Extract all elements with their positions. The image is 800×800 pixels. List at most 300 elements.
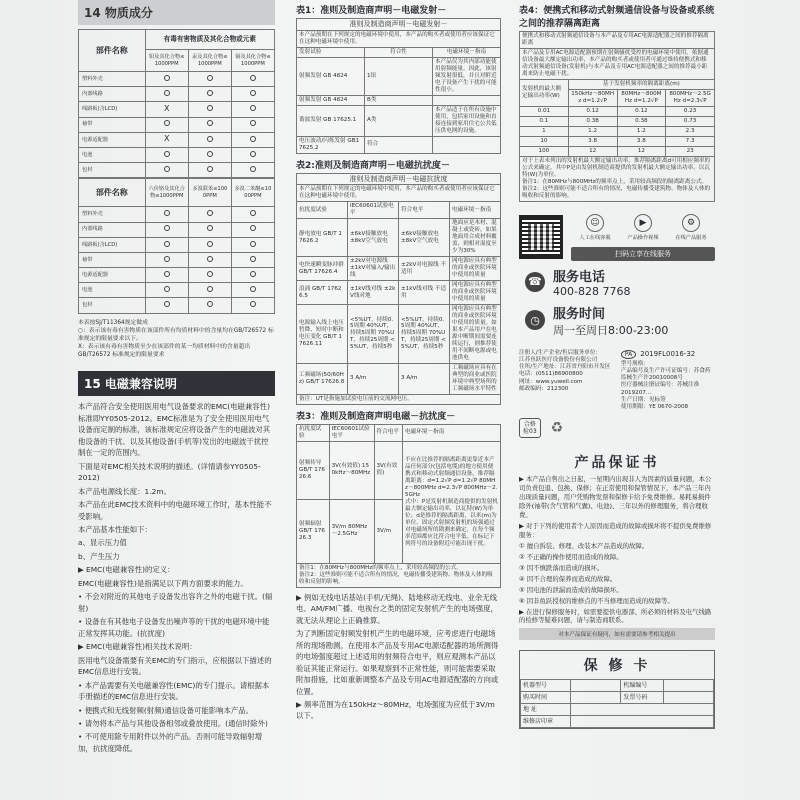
emission-table bbox=[296, 18, 501, 154]
t2-col: 符合电平 bbox=[399, 202, 450, 219]
service-icons bbox=[571, 214, 715, 241]
rf-immunity-table bbox=[296, 424, 501, 588]
clock-icon: ◷ bbox=[525, 310, 545, 330]
warranty-line: ▶ 本产品自售出之日起，一星期内出现非人为因素的质量问题，本公司负责包退、包换、保修；在正常使用和保管情况下，本产品三年内出现质量问题，用户凭购物发票和保修卡给予免费维修。易耗易损件除外(袖带(含气管和气囊)、电池)、三年以外的修理服务，将合理收费。 bbox=[519, 474, 712, 519]
table-cell: ±6kV接触放电 ±8kV空气放电 bbox=[399, 219, 450, 257]
circle-mark-icon bbox=[164, 166, 170, 172]
card-field-date[interactable] bbox=[571, 692, 621, 704]
part-name: 袖带 bbox=[79, 117, 146, 132]
t3-note1: 备注1：在80MHz与800MHz的频率点上，采用较高频段的公式。 bbox=[299, 564, 462, 571]
table-cell: 100 bbox=[520, 146, 569, 156]
table-cell bbox=[433, 136, 501, 153]
substance-mark bbox=[188, 72, 231, 87]
table-row bbox=[297, 95, 501, 105]
t4-n3: 备注2：这些准则可能不适合所有的情况，电磁传播受建筑物、物体及人体的吸收和反射的影响。 bbox=[522, 185, 711, 199]
substance-row bbox=[79, 268, 275, 283]
t3-col: IEC60601试验电平 bbox=[329, 424, 374, 441]
t4-notes bbox=[520, 156, 715, 201]
table-cell: <5%UT，持续0.5周期 40%UT，持续5周期 70%UT，持续25周期 <5%UT，持续5秒 bbox=[348, 305, 399, 364]
substance-row bbox=[79, 132, 275, 147]
circle-mark-icon bbox=[250, 286, 256, 292]
table-cell: 本产品仅为其内部功能使用射频能量。因此，该射频发射很低，并且对附近电子设备产生干扰的可能性很小。 bbox=[433, 57, 501, 95]
circle-mark-icon bbox=[207, 90, 213, 96]
corp-line: 邮政编码：212300 bbox=[519, 386, 569, 393]
card-field-serial[interactable] bbox=[663, 680, 713, 692]
table-cell: <5%UT，持续0.5周期 40%UT，持续5周期 70%UT，持续25周期 <5%UT，持续5秒 bbox=[399, 305, 450, 364]
circle-mark-icon bbox=[250, 166, 256, 172]
t4-col: 80MHz～800MHz d=1.2√P bbox=[617, 89, 666, 106]
pa-mark: PA bbox=[621, 350, 636, 359]
t3-col: 电磁环境－指南 bbox=[403, 424, 501, 441]
service-block bbox=[519, 214, 715, 261]
t3-guide bbox=[403, 441, 501, 563]
circle-mark-icon bbox=[164, 256, 170, 262]
t3-notes bbox=[297, 563, 501, 587]
service-time-label: 服务时间 bbox=[553, 306, 606, 322]
table1-title: 表1：准则及制造商声明－电磁发射－ bbox=[296, 6, 447, 16]
circle-mark-icon bbox=[207, 166, 213, 172]
table-cell: 工频磁场(50/60Hz) GB/T 17626.8 bbox=[297, 363, 348, 394]
qr-code[interactable] bbox=[519, 215, 563, 259]
emc-p4: 本产品在此EMC技术资料中的电磁环境工作时，基本性能不受影响。 bbox=[78, 500, 272, 521]
table-cell: ±1kV线对线 ±2kV线对地 bbox=[348, 281, 399, 305]
t4-mid: 基于发射机频率的隔离距离(m) bbox=[568, 79, 714, 89]
emc-p2: 下面是对EMC相关技术说明的描述。(详情请参YY0505-2012) bbox=[78, 461, 261, 483]
substance-row bbox=[79, 102, 275, 117]
left-column bbox=[78, 0, 275, 800]
table-cell: 电快速瞬变脉冲群 GB/T 17626.4 bbox=[297, 257, 348, 281]
substance-mark bbox=[188, 147, 231, 162]
warranty-line: ① 擅自拆装、修理、改装本产品造成的故障。 bbox=[519, 541, 649, 550]
part-name: 电池 bbox=[79, 147, 146, 162]
corp-line: 注册人/生产企业/售后服务单位： bbox=[519, 349, 602, 356]
table-cell: 本产品适于在所有设施中使用，包括家用设施和直接连接到家用住宅公共低压供电网的设施。 bbox=[433, 105, 501, 136]
icon3-label: 在线产品服务 bbox=[675, 234, 707, 241]
circle-mark-icon bbox=[250, 151, 256, 157]
corp-lines bbox=[519, 350, 621, 412]
substance-mark bbox=[188, 87, 231, 102]
t3-col: 符合电平 bbox=[374, 424, 403, 441]
table-row bbox=[297, 305, 501, 364]
warranty-line: ③ 因不慎跌落而造成的损坏。 bbox=[519, 563, 604, 572]
substance-mark bbox=[188, 163, 231, 178]
circle-mark-icon bbox=[207, 256, 213, 262]
emc-p5: 本产品基本性能如下： bbox=[78, 524, 152, 534]
substance-row bbox=[79, 237, 275, 252]
circle-mark-icon bbox=[250, 301, 256, 307]
card-label: 机编编号 bbox=[621, 680, 663, 692]
t4-text: 本产品及专用AC电源适配器预期在射频骚扰受控的电磁环境中使用。依据通信设备最大额定输出功率，本产品的购买者或使用者可通过维持便携式和移动式射频通信设备(发射机)与本产品及专用AC电源适配器之间的推荐最小距离来防止电磁干扰。 bbox=[520, 48, 715, 79]
substance-mark bbox=[231, 252, 274, 267]
table-row bbox=[297, 281, 501, 305]
table-cell: 0.1 bbox=[520, 116, 569, 126]
substance-mark bbox=[231, 298, 274, 313]
warranty-line: ⑤ 因电池的泄漏而造成的故障损坏。 bbox=[519, 585, 623, 594]
substance-mark bbox=[188, 268, 231, 283]
note-title: 本表按SJ/T11364规定做成 bbox=[78, 319, 148, 326]
sub2-col-2: 多溴联苯≤1000PPM bbox=[188, 179, 231, 207]
table-cell: 0.12 bbox=[568, 106, 617, 116]
substance-mark bbox=[231, 147, 274, 162]
emc-p13: 医用电气设备需要有关EMC的专门指示，应根据以下描述的EMC信息进行安装。 bbox=[78, 655, 272, 677]
substance-mark bbox=[188, 132, 231, 147]
distance-table bbox=[519, 31, 715, 202]
table-cell: 网电源应具有典型的商业或医院环境中使用的质量 bbox=[450, 257, 501, 281]
circle-mark-icon bbox=[250, 105, 256, 111]
card-label: 发票号码 bbox=[621, 692, 663, 704]
service-phone-number[interactable]: 400-828 7768 bbox=[553, 284, 631, 298]
part-name: 内部线路 bbox=[79, 222, 146, 237]
table-cell: 0.73 bbox=[666, 116, 715, 126]
substance-mark bbox=[188, 117, 231, 132]
emc-p3: 本产品电源线长度：1.2m。 bbox=[78, 486, 171, 496]
table-row bbox=[297, 363, 501, 394]
right-column bbox=[519, 0, 715, 800]
meta-value: 见标签 bbox=[648, 397, 666, 404]
t4-intro: 便携式和移动式射频通信设备与本产品及专用AC电源适配器之间的推荐隔离距离 bbox=[520, 32, 715, 49]
emc-p14: • 本产品需要有关电磁兼容性(EMC)的专门提示。请根据本手册描述的EMC信息进行安装。 bbox=[78, 680, 270, 702]
part-name: 电源适配器 bbox=[79, 268, 146, 283]
circle-mark-icon bbox=[207, 120, 213, 126]
emc-p1: 本产品符合安全使用医用电气设备要求的EMC(电磁兼容性)标准即YY0505-2012。EMC标准是为了安全使用医用电气设备而定制的标准，该标准规定应将设备产生的电磁波对其他设备的干扰、以及其他设备(手机等)发出的电磁波干扰控制在一定的范围内。 bbox=[78, 402, 271, 458]
substance-mark bbox=[145, 147, 188, 162]
t2-note: 备注：UT是指施加试验电压前的交流网电压。 bbox=[297, 394, 501, 404]
t4-col: 发射机的最大额定输出功率(W) bbox=[520, 79, 569, 106]
table-cell: 射频发射 GB 4824 bbox=[297, 95, 365, 105]
corp-line: 江苏鱼跃医疗设备股份有限公司 bbox=[519, 356, 598, 363]
card-label: 地 址 bbox=[521, 704, 571, 716]
emc-p15: • 便携式和无线射频(射频)通信设备可能影响本产品。 bbox=[78, 705, 254, 715]
substance-table-2 bbox=[78, 178, 275, 313]
emc-p9: EMC(电磁兼容性)是指满足以下两方面要求的能力。 bbox=[78, 578, 248, 588]
substance-mark bbox=[231, 117, 274, 132]
substance-row bbox=[79, 252, 275, 267]
circle-mark-icon bbox=[207, 75, 213, 81]
meta-label: 医疗器械注册证编号： bbox=[620, 382, 677, 389]
t3-cell: 3V/m bbox=[374, 499, 403, 563]
substance-mark bbox=[231, 207, 274, 222]
substance-row bbox=[79, 207, 275, 222]
circle-mark-icon bbox=[250, 136, 256, 142]
substance-mark bbox=[231, 237, 274, 252]
table-cell: 谐波发射 GB 17625.1 bbox=[297, 105, 365, 136]
table-cell: 0.38 bbox=[617, 116, 666, 126]
substance-mark bbox=[231, 283, 274, 298]
gear-icon: ⚙ bbox=[682, 214, 700, 232]
substance-notes bbox=[78, 320, 275, 360]
substance-row bbox=[79, 222, 275, 237]
table-cell: 12 bbox=[617, 146, 666, 156]
substance-mark bbox=[231, 163, 274, 178]
substance-mark bbox=[231, 72, 274, 87]
table-cell: ±2kV对电源线 不适用 bbox=[399, 257, 450, 281]
substance-mark bbox=[188, 298, 231, 313]
table-cell: 网电源应具有典型的商业或医院环境中使用的质量。如果本产品用户在电源中断期间需要连续运行，则推荐使用不间断电源或电池供电 bbox=[450, 305, 501, 364]
card-label: 机器型号 bbox=[521, 680, 571, 692]
meta-label: 使用期限： bbox=[620, 404, 649, 411]
table-cell: 地面应是木材、混凝土或瓷砖，如果地面用合成材料覆盖，则相对湿度至少为30% bbox=[450, 219, 501, 257]
table-cell: 网电源应具有典型的商业或医院环境中使用的质量 bbox=[450, 281, 501, 305]
circle-mark-icon bbox=[250, 271, 256, 277]
product-service-icon-wrap[interactable] bbox=[675, 214, 706, 241]
circle-mark-icon bbox=[164, 225, 170, 231]
service-phone-label: 服务电话 bbox=[553, 269, 606, 285]
substance-row bbox=[79, 163, 275, 178]
table-row bbox=[297, 57, 501, 95]
section-15-title: 15 电磁兼容说明 bbox=[78, 371, 275, 396]
immunity-table bbox=[296, 173, 501, 405]
table-cell: 电源输入线上电压暂降、短时中断和电压变化 GB/T 17626.11 bbox=[297, 305, 348, 364]
substance-mark bbox=[145, 117, 188, 132]
circle-mark-icon bbox=[207, 241, 213, 247]
online-service-icon-wrap[interactable] bbox=[579, 214, 610, 241]
part-name: 线路板(含LCD) bbox=[79, 102, 146, 117]
t2-head: 准则及制造商声明－电磁抗扰度 bbox=[297, 173, 501, 185]
circle-mark-icon bbox=[250, 75, 256, 81]
emc-p7: b、产生压力 bbox=[78, 551, 120, 561]
card-title: 保 修 卡 bbox=[583, 658, 651, 675]
t2-intro: 本产品预期在下列规定的电磁环境中使用，本产品的购买者或使用者应该保证它在这种电磁环境中使用。 bbox=[297, 185, 501, 202]
t3-cell: 射频传导 GB/T 17626.6 bbox=[297, 441, 330, 499]
circle-mark-icon bbox=[164, 75, 170, 81]
company-info bbox=[519, 350, 715, 412]
circle-mark-icon bbox=[250, 256, 256, 262]
table-cell: 3 A/m bbox=[399, 363, 450, 394]
meta-value: 苏食药监械生产许20010008号 bbox=[620, 367, 711, 382]
table-cell: 1 bbox=[520, 126, 569, 136]
hg-num: 检03 bbox=[523, 427, 537, 435]
warranty-title: 产品保证书 bbox=[574, 454, 660, 471]
warranty-footer: 对本产品保证有疑问，如有需要请参考相关提出 bbox=[519, 628, 715, 640]
substance-mark bbox=[145, 132, 188, 147]
substance-mark bbox=[188, 222, 231, 237]
substance-row bbox=[79, 298, 275, 313]
circle-mark-icon bbox=[164, 120, 170, 126]
card-label: 维修店印章 bbox=[521, 716, 571, 728]
t3-cell: 3V/m 80MHz～2.5GHz bbox=[329, 499, 374, 563]
table-cell: 0.23 bbox=[666, 106, 715, 116]
service-time bbox=[525, 303, 715, 338]
card-field-address[interactable] bbox=[571, 704, 714, 716]
substance-mark bbox=[145, 222, 188, 237]
t3-note2: 备注2：这些准则可能不适合所有的情况，电磁传播受建筑物、物体及人体的吸收和反射的影响。 bbox=[299, 571, 493, 585]
service-time-value: 周一至周日8:00-23:00 bbox=[553, 323, 669, 337]
table-cell bbox=[433, 95, 501, 105]
substance-mark bbox=[145, 163, 188, 178]
table-cell: 12 bbox=[568, 146, 617, 156]
substance-mark bbox=[145, 102, 188, 117]
table4-title: 表4：便携式和移动式射频通信设备与设备或系统之间的推荐隔离距离 bbox=[519, 6, 715, 29]
emc-p8: ▶ EMC(电磁兼容性)的定义： bbox=[78, 565, 175, 575]
t1-head: 准则及制造商声明－电磁发射－ bbox=[297, 19, 501, 31]
substance-mark bbox=[231, 222, 274, 237]
sub1-col-2: 汞及其化合物≤1000PPM bbox=[188, 50, 231, 72]
rf-p2: 为了判断固定射频发射机产生的电磁环境，应考虑进行电磁场所的现场勘测。在使用本产品及专用AC电源适配器的场所测得的电场强度超过上述适用的射频符合电平，则应观测本产品以验证其能正常运行。如果观察到不正常性能，则可能需要采取附加措施，比如重新调整本产品及专用AC电源适配器的方向或位置。 bbox=[296, 629, 499, 696]
meta-value: YE 0670-2008 bbox=[648, 404, 689, 411]
meta-label: 型号规格： bbox=[620, 360, 649, 367]
emc-p6: a、显示压力值 bbox=[78, 538, 127, 548]
warranty-line: ④ 因不合理的保养而造成的故障。 bbox=[519, 574, 617, 583]
circle-mark-icon bbox=[164, 286, 170, 292]
card-label: 购买时间 bbox=[521, 692, 571, 704]
circle-mark-icon bbox=[250, 90, 256, 96]
table-row bbox=[520, 146, 715, 156]
card-field-seal[interactable] bbox=[571, 716, 714, 728]
t2-col: 抗扰度试验 bbox=[297, 202, 348, 219]
substance-table-1 bbox=[78, 29, 275, 178]
note-circle: ○：表示该有毒有害物质在该部件所有均质材料中的含量均在GB/T26572 标准规定的限量要求以下。 bbox=[78, 328, 274, 342]
circle-mark-icon bbox=[164, 210, 170, 216]
service-phone bbox=[525, 266, 715, 298]
table-row bbox=[297, 219, 501, 257]
table-cell: 0.01 bbox=[520, 106, 569, 116]
meta-line bbox=[621, 382, 715, 397]
t1-col: 符合性 bbox=[365, 47, 433, 57]
table-cell: 1.2 bbox=[617, 126, 666, 136]
substance-mark bbox=[145, 252, 188, 267]
t4-col: 150kHz～80MHz d=1.2√P bbox=[568, 89, 617, 106]
corp-line: 网址：www.yuwell.com bbox=[519, 378, 583, 385]
meta-lines bbox=[621, 361, 715, 412]
rf-text bbox=[296, 592, 501, 722]
table-row bbox=[520, 116, 715, 126]
warranty-line: ② 不正确的操作使用而造成的故障。 bbox=[519, 552, 623, 561]
phone-icon: ☎ bbox=[525, 272, 545, 292]
table-cell: 1组 bbox=[365, 57, 433, 95]
sub1-col-3: 镉及其化合物≤1000PPM bbox=[231, 50, 274, 72]
card-field-model[interactable] bbox=[571, 680, 621, 692]
part-name: 塑料外壳 bbox=[79, 72, 146, 87]
substance-mark bbox=[188, 237, 231, 252]
scan-button[interactable]: 扫码立享在线服务 bbox=[571, 247, 715, 261]
substance-header: 有毒有害物质及其化合物或元素 bbox=[145, 30, 274, 50]
table-cell: 10 bbox=[520, 136, 569, 146]
circle-mark-icon bbox=[207, 271, 213, 277]
hg-label: 合格 bbox=[523, 420, 536, 428]
emc-p17: • 不可使用除专用附件以外的产品。否则可能导致辐射增加，抗扰度降低。 bbox=[78, 732, 263, 753]
doc-code: 2019FL0016-32 bbox=[640, 350, 696, 359]
circle-mark-icon bbox=[250, 210, 256, 216]
part-name: 电源适配器 bbox=[79, 132, 146, 147]
table2-title: 表2:准则及制造商声明－电磁抗扰度－ bbox=[296, 160, 450, 171]
meta-block bbox=[621, 350, 715, 412]
icon2-label: 产品操作视频 bbox=[627, 234, 659, 241]
substance-mark bbox=[145, 87, 188, 102]
part-name: 袖带 bbox=[79, 252, 146, 267]
substance-mark bbox=[231, 132, 274, 147]
circle-mark-icon bbox=[207, 136, 213, 142]
substance-row bbox=[79, 147, 275, 162]
circle-mark-icon bbox=[164, 241, 170, 247]
part-name: 内部线路 bbox=[79, 87, 146, 102]
part-name: 线路板(含LCD) bbox=[79, 237, 146, 252]
table-cell: ±6kV接触放电 ±8kV空气放电 bbox=[348, 219, 399, 257]
part-name: 塑料外壳 bbox=[79, 207, 146, 222]
note-cross: X：表示该有毒有害物质至少在该部件的某一均质材料中的含量超出GB/T26572 标准规定的限量要求 bbox=[78, 344, 251, 358]
rf-p3: ▶ 频率范围为在150kHz～80MHz，电场强度为应低于3V/m以下。 bbox=[296, 699, 495, 721]
meta-value: 苏械注准2019207... bbox=[620, 382, 700, 396]
emc-p16: • 请勿将本产品与其他设备相邻或叠放使用。(通信时除外) bbox=[78, 719, 268, 728]
table-cell: 工频磁场应具有在典型的商业或医院环境中典型场所的工频磁场水平特性 bbox=[450, 363, 501, 394]
substance-mark bbox=[188, 252, 231, 267]
section-14-title: 14 物质成分 bbox=[78, 0, 275, 25]
table-row bbox=[520, 136, 715, 146]
middle-column bbox=[296, 0, 501, 800]
table-cell: 0.38 bbox=[568, 116, 617, 126]
table-cell: 2.3 bbox=[666, 126, 715, 136]
cross-mark-icon: X bbox=[163, 103, 170, 113]
substance-mark bbox=[188, 207, 231, 222]
circle-mark-icon bbox=[207, 105, 213, 111]
t2-col: 电磁环境－指南 bbox=[450, 202, 501, 219]
substance-row bbox=[79, 87, 275, 102]
recycle-icon: ♻ bbox=[550, 419, 564, 436]
table-cell: 3 A/m bbox=[348, 363, 399, 394]
card-field-invoice[interactable] bbox=[663, 692, 713, 704]
table-cell: 23 bbox=[666, 146, 715, 156]
substance-row bbox=[79, 283, 275, 298]
icon1-label: 人工在线客服 bbox=[579, 234, 611, 241]
t1-col: 发射试验 bbox=[297, 47, 365, 57]
t4-n2: 备注1：在80MHz与800MHz的频率点上，采用较高频段的隔离距离公式。 bbox=[522, 178, 708, 185]
t1-col: 电磁环境－指南 bbox=[433, 47, 501, 57]
circle-mark-icon bbox=[164, 301, 170, 307]
part-name-header: 部件名称 bbox=[79, 30, 146, 72]
video-icon-wrap[interactable] bbox=[627, 214, 658, 241]
t2-col: IEC60601试验电平 bbox=[348, 202, 399, 219]
warranty-text bbox=[519, 475, 715, 626]
circle-mark-icon bbox=[164, 271, 170, 277]
warranty-line: ⑥ 因非鱼跃授权的维修点的不当修理而造成的故障等。 bbox=[519, 596, 674, 605]
table-cell: 射频发射 GB 4824 bbox=[297, 57, 365, 95]
circle-mark-icon bbox=[207, 301, 213, 307]
part-name: 电池 bbox=[79, 283, 146, 298]
substance-mark bbox=[188, 283, 231, 298]
t3-cell: 3V(有效值) 150kHz～80MHz bbox=[329, 441, 374, 499]
meta-line bbox=[621, 404, 715, 411]
circle-mark-icon bbox=[207, 210, 213, 216]
table-cell: 静电放电 GB/T 17626.2 bbox=[297, 219, 348, 257]
card-table bbox=[520, 679, 714, 728]
substance-mark bbox=[231, 87, 274, 102]
circle-mark-icon bbox=[250, 241, 256, 247]
meta-line bbox=[621, 368, 715, 383]
substance-mark bbox=[188, 102, 231, 117]
emc-p12: ▶ EMC(电磁兼容性)相关技术说明： bbox=[78, 642, 197, 652]
table-cell: ±2kV对电源线 ±1kV对输入/输出线 bbox=[348, 257, 399, 281]
substance-mark bbox=[145, 237, 188, 252]
table-cell: 0.12 bbox=[617, 106, 666, 116]
cert-marks bbox=[519, 418, 715, 438]
table-cell: 3.8 bbox=[617, 136, 666, 146]
substance-mark bbox=[231, 268, 274, 283]
part-name: 包材 bbox=[79, 163, 146, 178]
circle-mark-icon bbox=[207, 151, 213, 157]
meta-line bbox=[621, 361, 715, 368]
chat-icon: ☺ bbox=[586, 214, 604, 232]
substance-mark bbox=[145, 72, 188, 87]
table-cell: 3.8 bbox=[568, 136, 617, 146]
emc-p10: • 不会对附近的其他电子设备发出容许之外的电磁干扰。(辐射) bbox=[78, 592, 273, 613]
table-row bbox=[520, 126, 715, 136]
meta-label: 产品编号及生产许可证编号： bbox=[620, 367, 694, 374]
emc-p11: • 设备在有其他电子设备发出噪声等的干扰的电磁环境中能正常发挥其功能。(抗扰度) bbox=[78, 617, 270, 638]
warranty-line: ▶ 对于下列的使用者个人原因而造成的故障或损坏将不提供免费维修服务： bbox=[519, 521, 712, 539]
table-cell: B类 bbox=[365, 95, 433, 105]
cross-mark-icon: X bbox=[163, 134, 170, 144]
meta-label: 生产日期： bbox=[620, 397, 649, 404]
corp-line: 住所/生产地址：江苏省丹阳市开发区 bbox=[519, 364, 611, 371]
